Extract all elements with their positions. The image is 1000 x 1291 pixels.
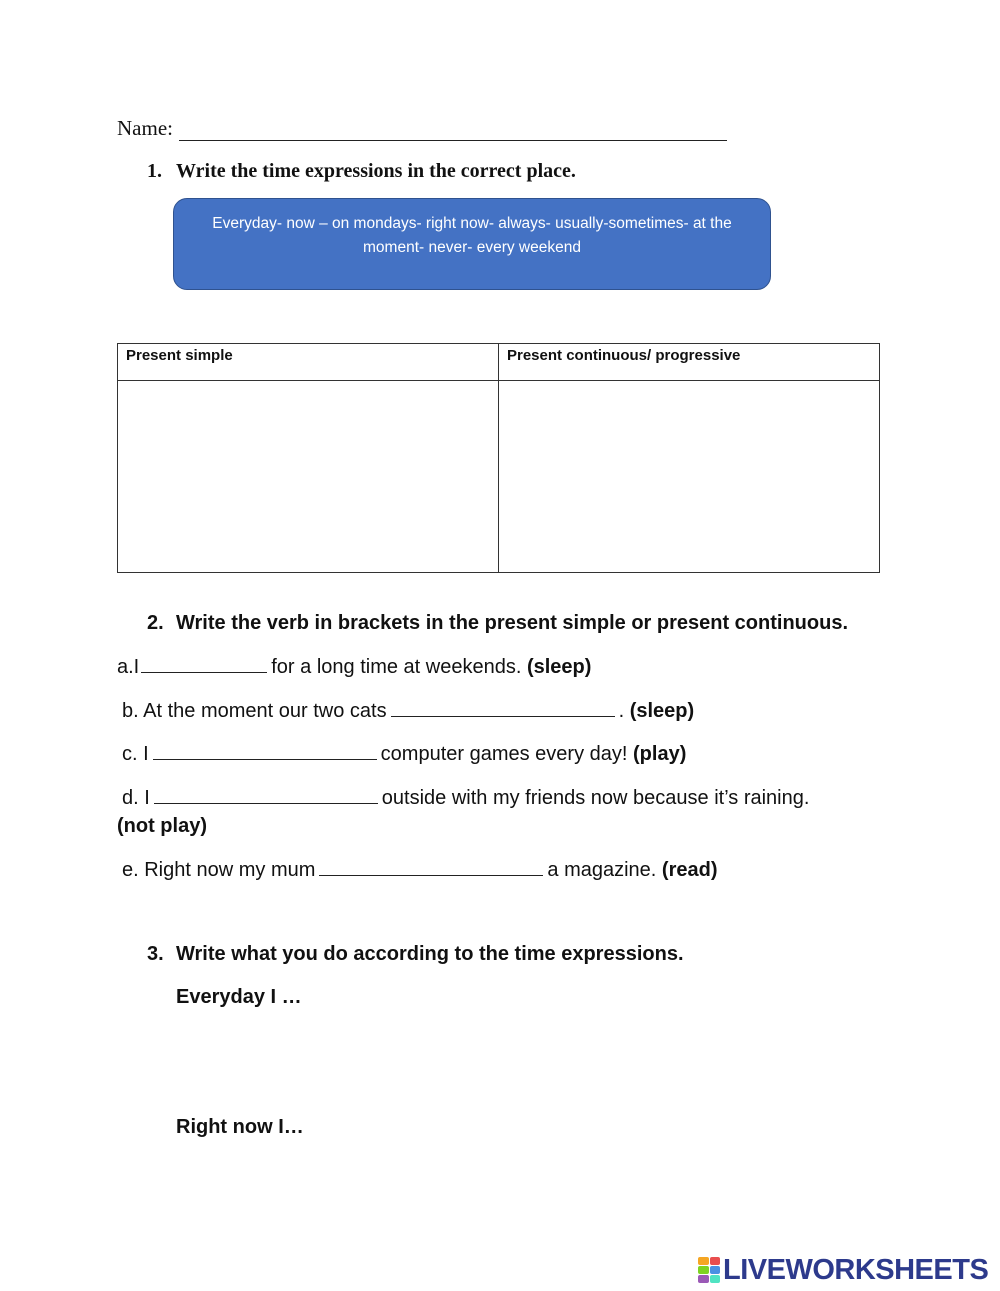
prompt-everyday: Everyday I …	[176, 986, 302, 1008]
question-1-text: Write the time expressions in the correct place.	[176, 160, 576, 182]
liveworksheets-logo	[698, 1255, 988, 1285]
question-3-text: Write what you do according to the time expressions.	[176, 943, 684, 965]
item-b-verb: (sleep)	[629, 700, 695, 722]
item-a-text: a.I	[117, 656, 140, 678]
header-present-continuous: Present continuous/ progressive	[499, 344, 880, 381]
item-a-blank[interactable]	[141, 654, 267, 673]
exercise-item-d	[122, 785, 809, 810]
item-d-verb: (not play)	[117, 815, 207, 837]
item-e-verb: (read)	[661, 859, 718, 881]
item-e-text-after: a magazine.	[547, 859, 657, 881]
item-c-verb: (play)	[633, 743, 687, 765]
name-field-row	[117, 116, 727, 141]
item-d-text-after: outside with my friends now because it’s raining.	[381, 787, 810, 809]
name-blank[interactable]	[179, 118, 727, 141]
question-2-title	[147, 612, 848, 635]
question-3-title	[147, 943, 684, 966]
item-b-blank[interactable]	[391, 698, 615, 717]
question-2-text: Write the verb in brackets in the present simple or present continuous.	[176, 612, 849, 634]
item-b-text: b. At the moment our two cats	[122, 700, 387, 722]
answer-cell-present-continuous[interactable]	[499, 381, 880, 573]
item-c-blank[interactable]	[153, 741, 377, 760]
item-e-blank[interactable]	[319, 857, 543, 876]
item-a-verb: (sleep)	[526, 656, 592, 678]
question-2-number: 2.	[147, 612, 164, 634]
item-c-text: c. I	[122, 743, 149, 765]
logo-text: LIVEWORKSHEETS	[723, 1254, 989, 1286]
name-label: Name:	[117, 116, 173, 140]
item-c-text-after: computer games every day!	[380, 743, 628, 765]
item-d-text: d. I	[122, 787, 150, 809]
header-present-simple: Present simple	[118, 344, 499, 381]
question-1-title	[147, 160, 576, 183]
word-bank-text: Everyday- now – on mondays- right now- always- usually-sometimes- at the moment- never- every weekend	[212, 215, 732, 256]
word-bank-box	[173, 198, 771, 290]
exercise-item-e	[122, 857, 718, 882]
item-e-text: e. Right now my mum	[122, 859, 316, 881]
question-1-number: 1.	[147, 160, 162, 182]
item-d-blank[interactable]	[154, 785, 378, 804]
exercise-item-b	[122, 698, 694, 723]
item-b-text-after: .	[618, 700, 625, 722]
liveworksheets-icon	[698, 1257, 720, 1283]
answer-area-right-now[interactable]	[176, 1150, 876, 1230]
exercise-item-c	[122, 741, 686, 766]
question-3-number: 3.	[147, 943, 164, 965]
exercise-item-a	[117, 654, 591, 679]
prompt-right-now: Right now I…	[176, 1116, 304, 1138]
answer-cell-present-simple[interactable]	[118, 381, 499, 573]
tense-table	[117, 343, 880, 573]
answer-area-everyday[interactable]	[176, 1020, 876, 1100]
item-a-text-after: for a long time at weekends.	[271, 656, 522, 678]
